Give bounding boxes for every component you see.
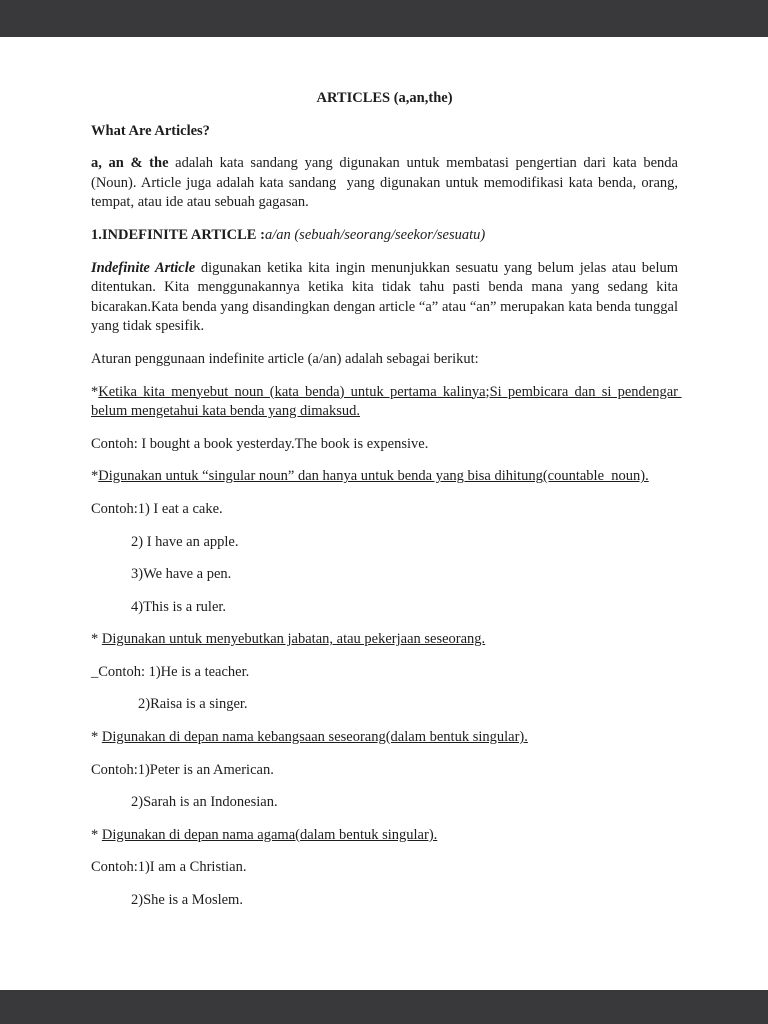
indefinite-heading-gloss: a/an (sebuah/seorang/seekor/sesuatu) <box>264 226 486 243</box>
indefinite-article-heading <box>91 226 678 246</box>
rule-line-3 <box>91 630 678 650</box>
intro-body-text: adalah kata sandang yang digunakan untuk membatasi pengertian dari kata benda (Noun). Article juga adalah kata sandang yang digunakan untuk memodifikasi kata benda, orang, tempat, atau ide atau sebuah gagasan. <box>91 155 682 211</box>
indefinite-description <box>91 259 682 337</box>
document-page <box>0 37 768 990</box>
indefinite-desc-body: digunakan ketika kita ingin menunjukkan sesuatu yang belum jelas atau belum ditentukan. Kita menggunakannya ketika kita tidak tahu pasti benda mana yang sedang kita bicarakan.Kata benda yang disandingkan dengan article “a” atau “an” merupakan kata benda tunggal yang tidak spesifik. <box>91 259 682 335</box>
doc-title: ARTICLES (a,an,the) <box>316 90 453 106</box>
example-line-rule2-item: 4)This is a ruler. <box>131 598 227 615</box>
rule-marker: * <box>91 468 99 485</box>
section-heading: What Are Articles? <box>91 122 210 139</box>
example-line-rule3-item: 2)Raisa is a singer. <box>138 696 248 713</box>
rule-marker: * <box>91 383 99 400</box>
rules-intro-line: Aturan penggunaan indefinite article (a/an) adalah sebagai berikut: <box>91 350 479 367</box>
example-line-rule5-item: 2)She is a Moslem. <box>131 892 243 909</box>
rule-line-1 <box>91 383 682 422</box>
rule-line-2 <box>91 467 678 487</box>
example-line-rule3-first: _Contoh: 1)He is a teacher. <box>91 663 250 680</box>
example-line-rule4-item: 2)Sarah is an Indonesian. <box>131 794 278 811</box>
rule-text: Digunakan di depan nama kebangsaan seseorang(dalam bentuk singular). <box>101 729 528 746</box>
page-content <box>0 37 768 911</box>
indefinite-desc-lead: Indefinite Article <box>91 259 201 276</box>
rule-marker: * <box>91 826 102 843</box>
example-line-rule2-item: 2) I have an apple. <box>131 533 239 550</box>
viewer-bottom-bar <box>0 990 768 1024</box>
rule-text: Ketika kita menyebut noun (kata benda) untuk pertama kalinya;Si pembicara dan si pendengar belum mengetahui kata benda yang dimaksud. <box>91 383 682 420</box>
rule-line-4 <box>91 728 678 748</box>
intro-lead-bold: a, an & the <box>91 155 176 172</box>
example-line-rule5-first: Contoh:1)I am a Christian. <box>91 859 247 876</box>
example-line-rule1: Contoh: I bought a book yesterday.The book is expensive. <box>91 435 429 452</box>
rule-text: Digunakan untuk “singular noun” dan hanya untuk benda yang bisa dihitung(countable noun). <box>98 468 649 485</box>
rule-line-5 <box>91 826 678 846</box>
example-line-rule2-item: 3)We have a pen. <box>131 566 232 583</box>
viewer-top-bar <box>0 0 768 37</box>
rule-marker: * <box>91 631 102 648</box>
indefinite-heading-label: 1.INDEFINITE ARTICLE : <box>91 226 265 243</box>
example-line-rule4-first: Contoh:1)Peter is an American. <box>91 761 274 778</box>
rule-text: Digunakan di depan nama agama(dalam bentuk singular). <box>101 826 438 843</box>
example-line-rule2-first: Contoh:1) I eat a cake. <box>91 500 223 517</box>
rule-text: Digunakan untuk menyebutkan jabatan, atau pekerjaan seseorang. <box>101 631 486 648</box>
rule-marker: * <box>91 729 102 746</box>
intro-paragraph <box>91 154 682 213</box>
